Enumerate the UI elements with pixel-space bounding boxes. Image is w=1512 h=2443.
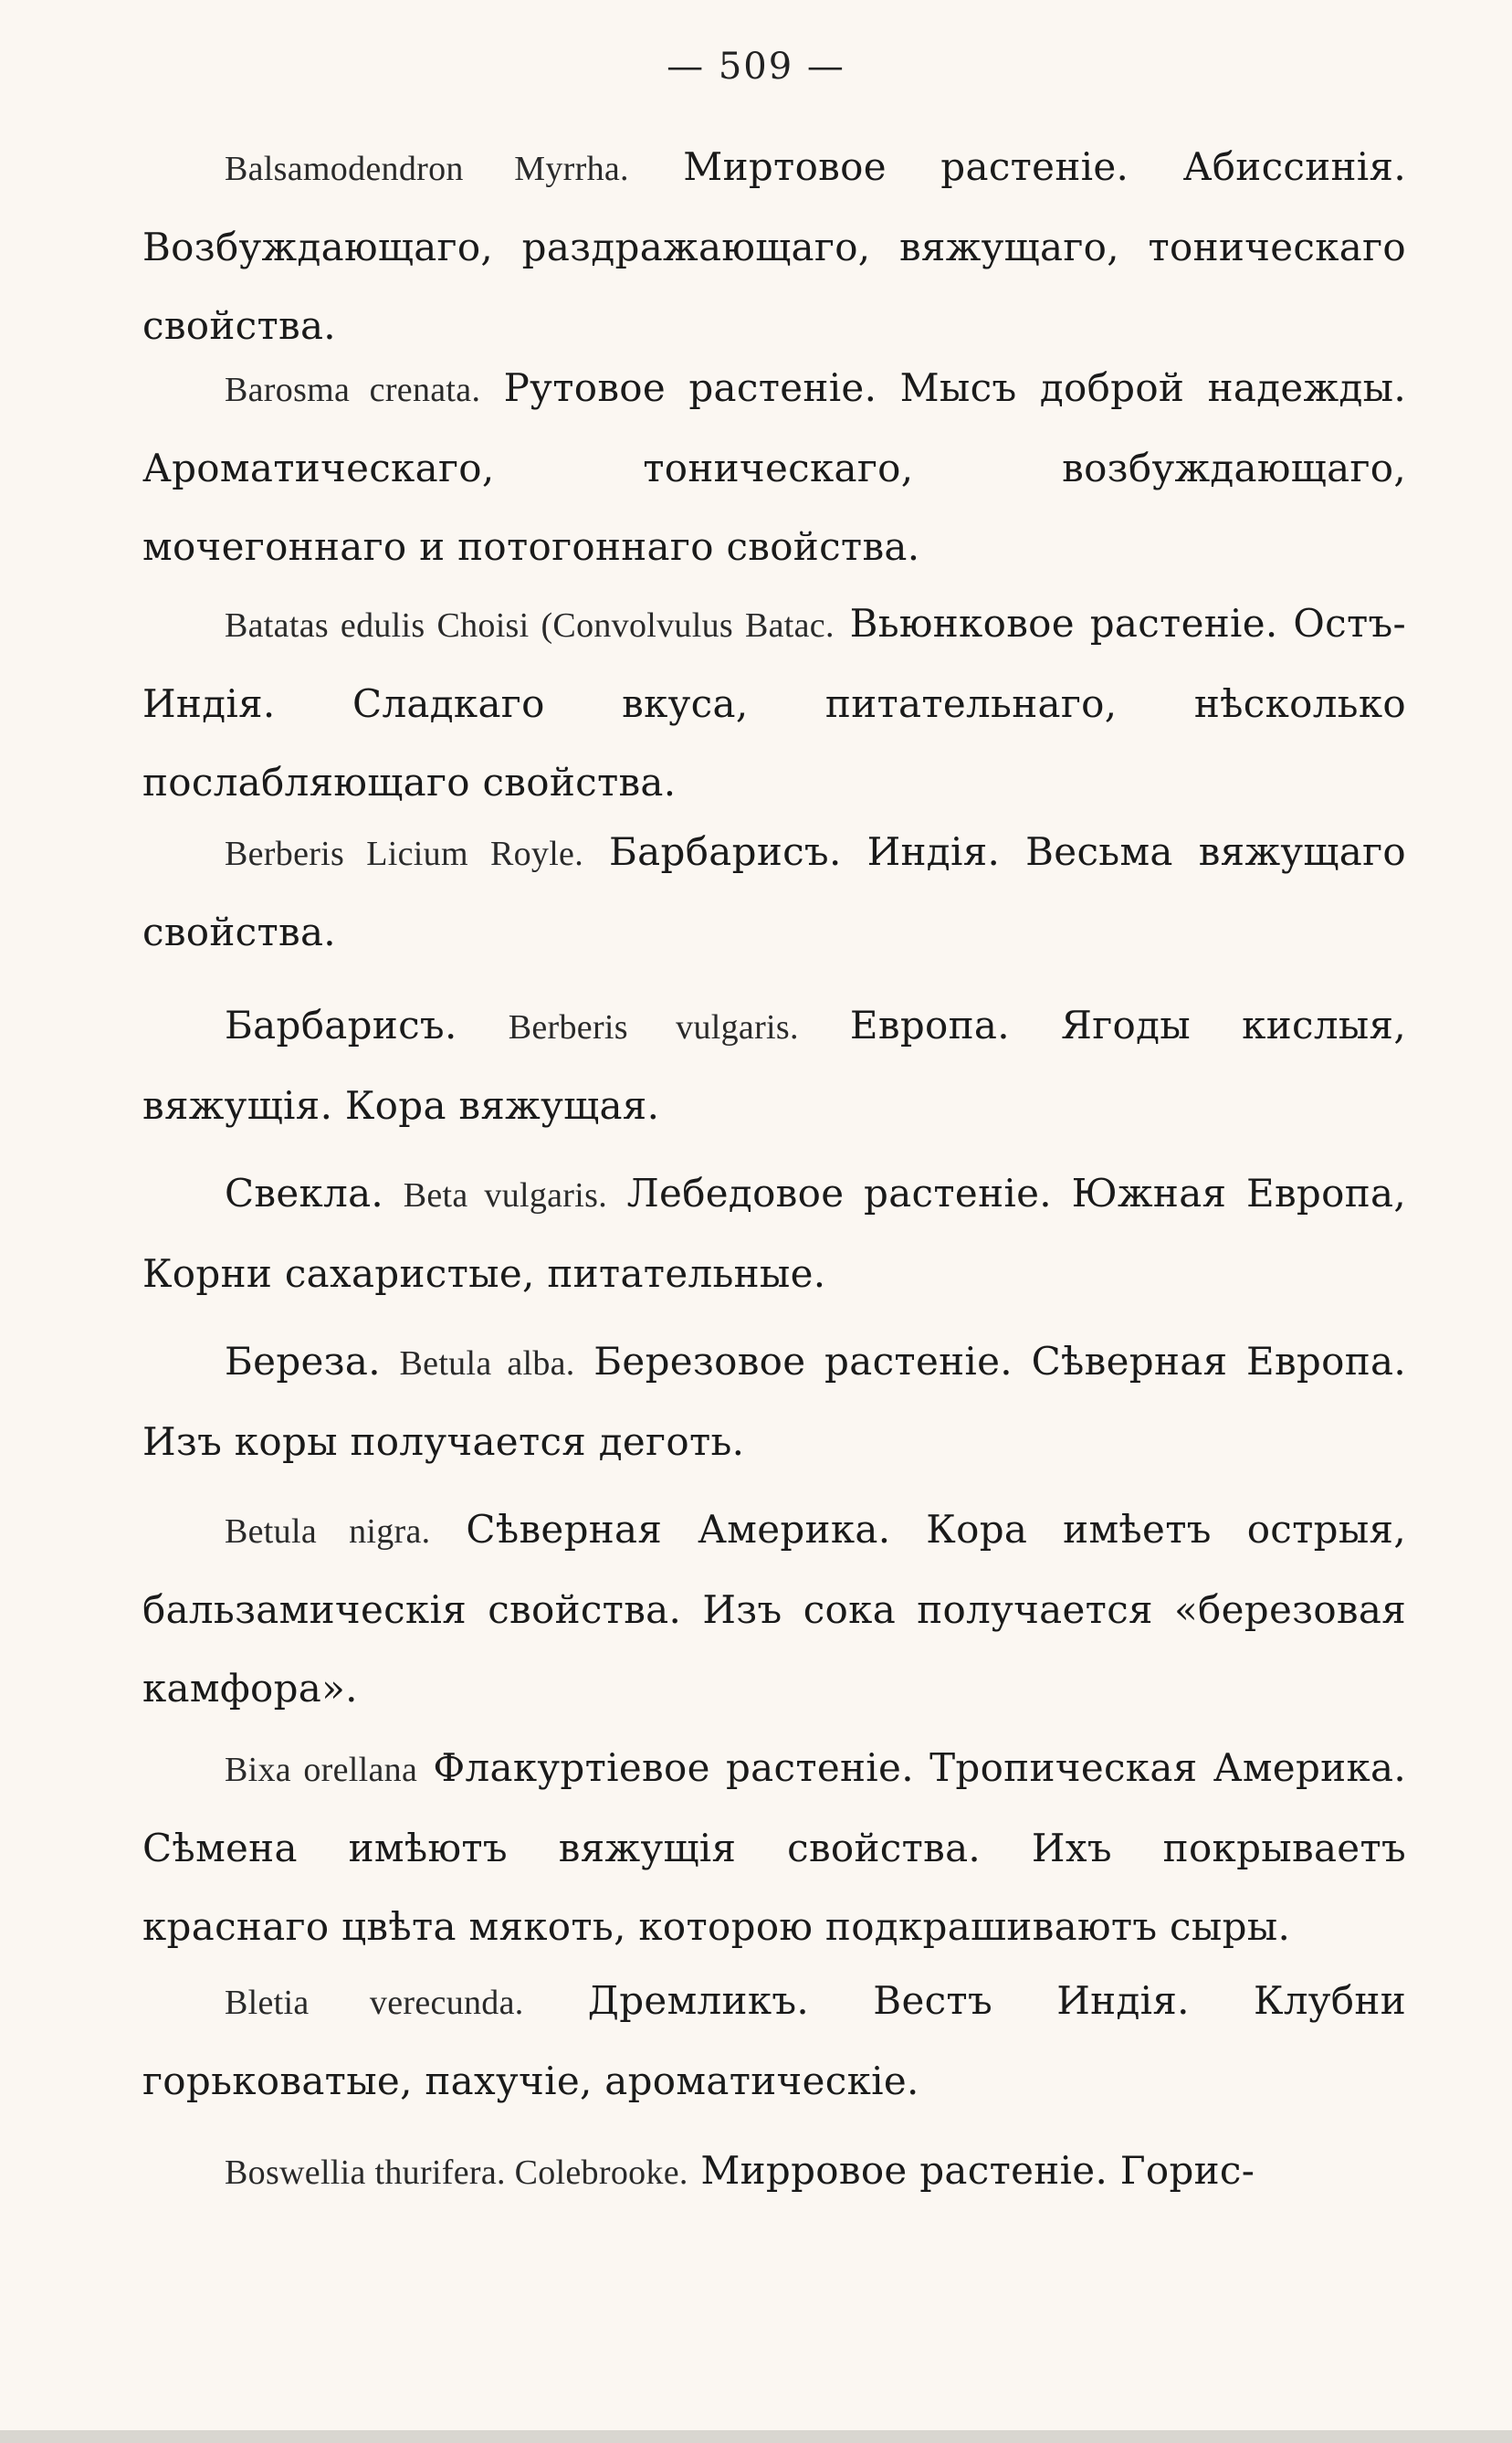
page-edge — [0, 2430, 1512, 2443]
latin-name: Bixa orellana — [225, 1751, 418, 1789]
latin-name: Betula nigra. — [225, 1512, 431, 1551]
latin-name: Balsamodendron Myrrha. — [225, 150, 629, 188]
entry-text: Рутовое растеніе. Мысъ доброй надежды. Ароматическаго, тоническаго, возбуждающаго, мочегоннаго и потогоннаго свойства. — [142, 365, 1406, 569]
entry-berberis-licium — [142, 813, 1406, 972]
entry-bixa — [142, 1729, 1406, 1966]
entry-heading: Барбарисъ. — [225, 1003, 509, 1048]
entry-barbaris — [142, 986, 1406, 1145]
latin-name: Berberis vulgaris. — [508, 1008, 799, 1047]
entry-batatas — [142, 584, 1406, 822]
entry-bletia — [142, 1962, 1406, 2121]
latin-name: Bletia verecunda. — [225, 1984, 524, 2022]
latin-name: Boswellia thurifera. Colebrooke. — [225, 2153, 688, 2192]
entry-text: Европа. Ягоды кислыя, вяжущія. Кора вяжущая. — [142, 1003, 1406, 1128]
entry-betula-nigra — [142, 1490, 1406, 1728]
latin-name: Barosma crenata. — [225, 371, 481, 409]
entry-heading: Береза. — [225, 1339, 400, 1384]
entry-svekla — [142, 1154, 1406, 1313]
entry-barosma — [142, 349, 1406, 586]
page-number: — 509 — — [667, 46, 845, 88]
entry-text: Барбарисъ. Индія. Весьма вяжущаго свойства. — [142, 829, 1407, 954]
latin-name: Batatas edulis Choisi (Convolvulus Batac. — [225, 606, 835, 645]
entry-text: Мирровое растеніе. Горис- — [688, 2148, 1255, 2193]
entry-text: Лебедовое растеніе. Южная Европа, Корни сахаристые, питательные. — [142, 1171, 1406, 1296]
latin-name: Beta vulgaris. — [403, 1176, 608, 1215]
entry-text: Дремликъ. Вестъ Индія. Клубни горьковатые, пахучіе, ароматическіе. — [142, 1978, 1406, 2103]
latin-name: Betula alba. — [399, 1344, 575, 1383]
entry-balsamodendron — [142, 128, 1406, 365]
latin-name: Berberis Licium Royle. — [225, 835, 584, 873]
entry-text: Березовое растеніе. Сѣверная Европа. Изъ коры получается деготь. — [142, 1339, 1406, 1464]
entry-text: Флакуртіевое растеніе. Тропическая Америка. Сѣмена имѣютъ вяжущія свойства. Ихъ покрываетъ краснаго цвѣта мякоть, которою подкрашиваютъ сыры. — [142, 1745, 1406, 1949]
entry-text: Миртовое растеніе. Абиссинія. Возбуждающаго, раздражающаго, вяжущаго, тоническаго свойства. — [142, 144, 1406, 348]
entry-heading: Свекла. — [225, 1171, 404, 1216]
entry-text: Сѣверная Америка. Кора имѣетъ острыя, бальзамическія свойства. Изъ сока получается «березовая камфора». — [142, 1507, 1407, 1711]
entry-text: Вьюнковое растеніе. Остъ-Индія. Сладкаго вкуса, питательнаго, нѣсколько послабляющаго свойства. — [142, 601, 1406, 805]
entry-boswellia — [142, 2132, 1406, 2212]
entry-bereza — [142, 1322, 1406, 1481]
